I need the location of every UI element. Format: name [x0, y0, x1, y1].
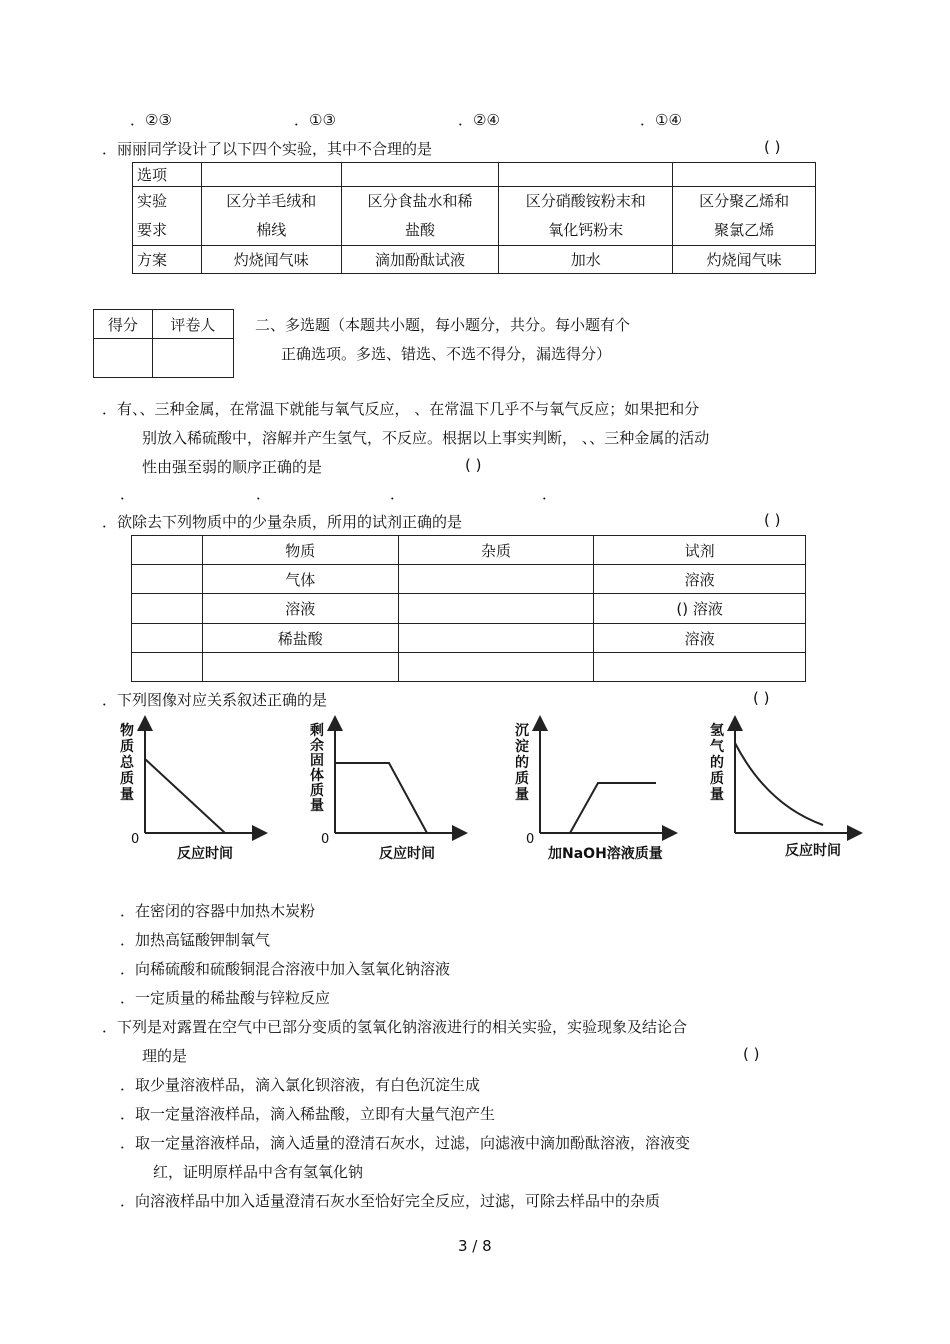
graph-b-line: [335, 763, 427, 833]
y-label-char: 的: [710, 755, 724, 771]
y-label-char: 余: [310, 738, 324, 754]
impurity-table: [131, 535, 806, 682]
question-graphs-stem: ．下列图像对应关系叙述正确的是: [102, 691, 328, 709]
y-label-char: 沉: [515, 723, 529, 739]
experiment-table: [132, 162, 816, 274]
cell-col3-requirement: 区分硝酸铵粉末和 氧化钙粉末: [499, 187, 673, 246]
section-2-rules: 正确选项。多选、错选、不选不得分，漏选得分）: [281, 345, 612, 363]
origin-label: 0: [321, 832, 330, 847]
header-reagent: 试剂: [594, 536, 806, 565]
header-substance: 物质: [202, 536, 398, 565]
y-label-char: 体: [310, 768, 324, 784]
row-header-plan: 方案: [133, 246, 202, 274]
cell-reagent: 溶液: [594, 624, 806, 653]
y-label: [710, 722, 725, 803]
x-label: 反应时间: [379, 846, 435, 862]
cell-col3-plan: 加水: [499, 246, 673, 274]
score-box: [93, 309, 234, 378]
question-naoh-line2: 理的是: [142, 1047, 188, 1065]
question-lili-stem: ．丽丽同学设计了以下四个实验，其中不合理的是: [102, 140, 433, 158]
origin-label: 0: [526, 832, 535, 847]
naoh-option-b: ．取一定量溶液样品，滴入稀盐酸，立即有大量气泡产生: [120, 1105, 496, 1123]
y-label-char: 质: [120, 739, 134, 755]
graph-b: [305, 715, 475, 865]
naoh-option-c: ．取一定量溶液样品，滴入适量的澄清石灰水，过滤，向滤液中滴加酚酞溶液，溶液变: [120, 1134, 691, 1152]
answer-bracket: ( ): [743, 1045, 760, 1063]
cell-col2-requirement: 区分食盐水和稀 盐酸: [341, 187, 499, 246]
answer-bracket: ( ): [764, 511, 781, 529]
score-label: 得分: [94, 310, 153, 339]
reviewer-label: 评卷人: [152, 310, 233, 339]
cell-substance: 稀盐酸: [202, 624, 398, 653]
x-label: 反应时间: [785, 843, 841, 859]
y-label: [515, 723, 529, 803]
cell-reagent: () 溶液: [594, 594, 806, 624]
question-naoh-line1: ．下列是对露置在空气中已部分变质的氢氧化钠溶液进行的相关实验，实验现象及结论合: [102, 1018, 688, 1036]
cell-reagent: 溶液: [594, 565, 806, 594]
answer-bracket: ( ): [764, 138, 781, 156]
answer-bracket: ( ): [465, 456, 482, 474]
question-metals-line2: 别放入稀硫酸中，溶解并产生氢气，不反应。根据以上事实判断， 、、三种金属的活动: [142, 429, 710, 447]
graph-a-line: [145, 759, 225, 833]
y-label-char: 固: [310, 753, 324, 769]
question-impurity-stem: ．欲除去下列物质中的少量杂质，所用的试剂正确的是: [102, 513, 463, 531]
graph-option-c: ．向稀硫酸和硫酸铜混合溶液中加入氢氧化钠溶液: [120, 960, 451, 978]
graph-d: [705, 715, 870, 865]
x-label: 加NaOH溶液质量: [548, 846, 663, 862]
option-a: ．②③: [130, 111, 172, 129]
y-label: [310, 722, 324, 814]
metals-option-c: ．: [390, 485, 406, 503]
y-label-char: 量: [120, 787, 134, 803]
cell-col2-plan: 滴加酚酞试液: [341, 246, 499, 274]
y-label-char: 质: [710, 771, 724, 787]
cell-substance: 溶液: [202, 594, 398, 624]
cell-col4-requirement: 区分聚乙烯和 聚氯乙烯: [673, 187, 816, 246]
page-number: 3 / 8: [458, 1237, 492, 1255]
y-label-char: 质: [310, 783, 324, 799]
y-label-char: 总: [120, 755, 134, 771]
graph-c: [510, 715, 690, 865]
option-b: ．①③: [294, 111, 336, 129]
metals-option-b: ．: [256, 485, 272, 503]
cell-col1-plan: 灼烧闻气味: [201, 246, 341, 274]
y-label-char: 量: [710, 787, 724, 803]
cell-substance: 气体: [202, 565, 398, 594]
question-metals-line1: ．有、、三种金属，在常温下就能与氧气反应， 、在常温下几乎不与氧气反应；如果把和分: [102, 400, 700, 418]
y-label: [120, 722, 135, 803]
y-label-char: 的: [515, 755, 529, 771]
graph-c-line: [540, 783, 656, 833]
option-c: ．②④: [458, 111, 500, 129]
cell-col4-plan: 灼烧闻气味: [673, 246, 816, 274]
y-label-char: 淀: [515, 739, 529, 755]
y-label-char: 气: [710, 739, 724, 755]
graph-option-b: ．加热高锰酸钾制氧气: [120, 931, 271, 949]
naoh-option-a: ．取少量溶液样品，滴入氯化钡溶液，有白色沉淀生成: [120, 1076, 481, 1094]
option-d: ．①④: [640, 111, 682, 129]
section-2-title: 二、多选题（本题共小题，每小题分，共分。每小题有个: [255, 316, 631, 334]
metals-option-d: ．: [542, 485, 558, 503]
y-label-char: 量: [515, 787, 529, 803]
question-metals-line3: 性由强至弱的顺序正确的是: [142, 458, 323, 476]
naoh-option-d: ．向溶液样品中加入适量澄清石灰水至恰好完全反应，过滤，可除去样品中的杂质: [120, 1192, 661, 1210]
graph-d-curve: [735, 743, 823, 825]
graph-option-a: ．在密闭的容器中加热木炭粉: [120, 902, 316, 920]
graph-a: [115, 715, 275, 865]
y-label-char: 氢: [710, 723, 724, 739]
row-header-option: 选项: [133, 163, 202, 187]
metals-option-a: ．: [120, 485, 136, 503]
answer-bracket: ( ): [753, 689, 770, 707]
graph-option-d: ．一定质量的稀盐酸与锌粒反应: [120, 989, 331, 1007]
y-label-char: 物: [120, 723, 134, 739]
y-label-char: 质: [120, 771, 134, 787]
x-label: 反应时间: [177, 846, 233, 862]
naoh-option-c-continued: 红，证明原样品中含有氢氧化钠: [153, 1163, 364, 1181]
y-label-char: 质: [515, 771, 529, 787]
y-label-char: 量: [310, 798, 324, 814]
cell-col1-requirement: 区分羊毛绒和 棉线: [201, 187, 341, 246]
row-header-requirement: 实验 要求: [133, 187, 202, 246]
origin-label: 0: [131, 832, 140, 847]
y-label-char: 剩: [310, 723, 324, 739]
header-impurity: 杂质: [398, 536, 594, 565]
